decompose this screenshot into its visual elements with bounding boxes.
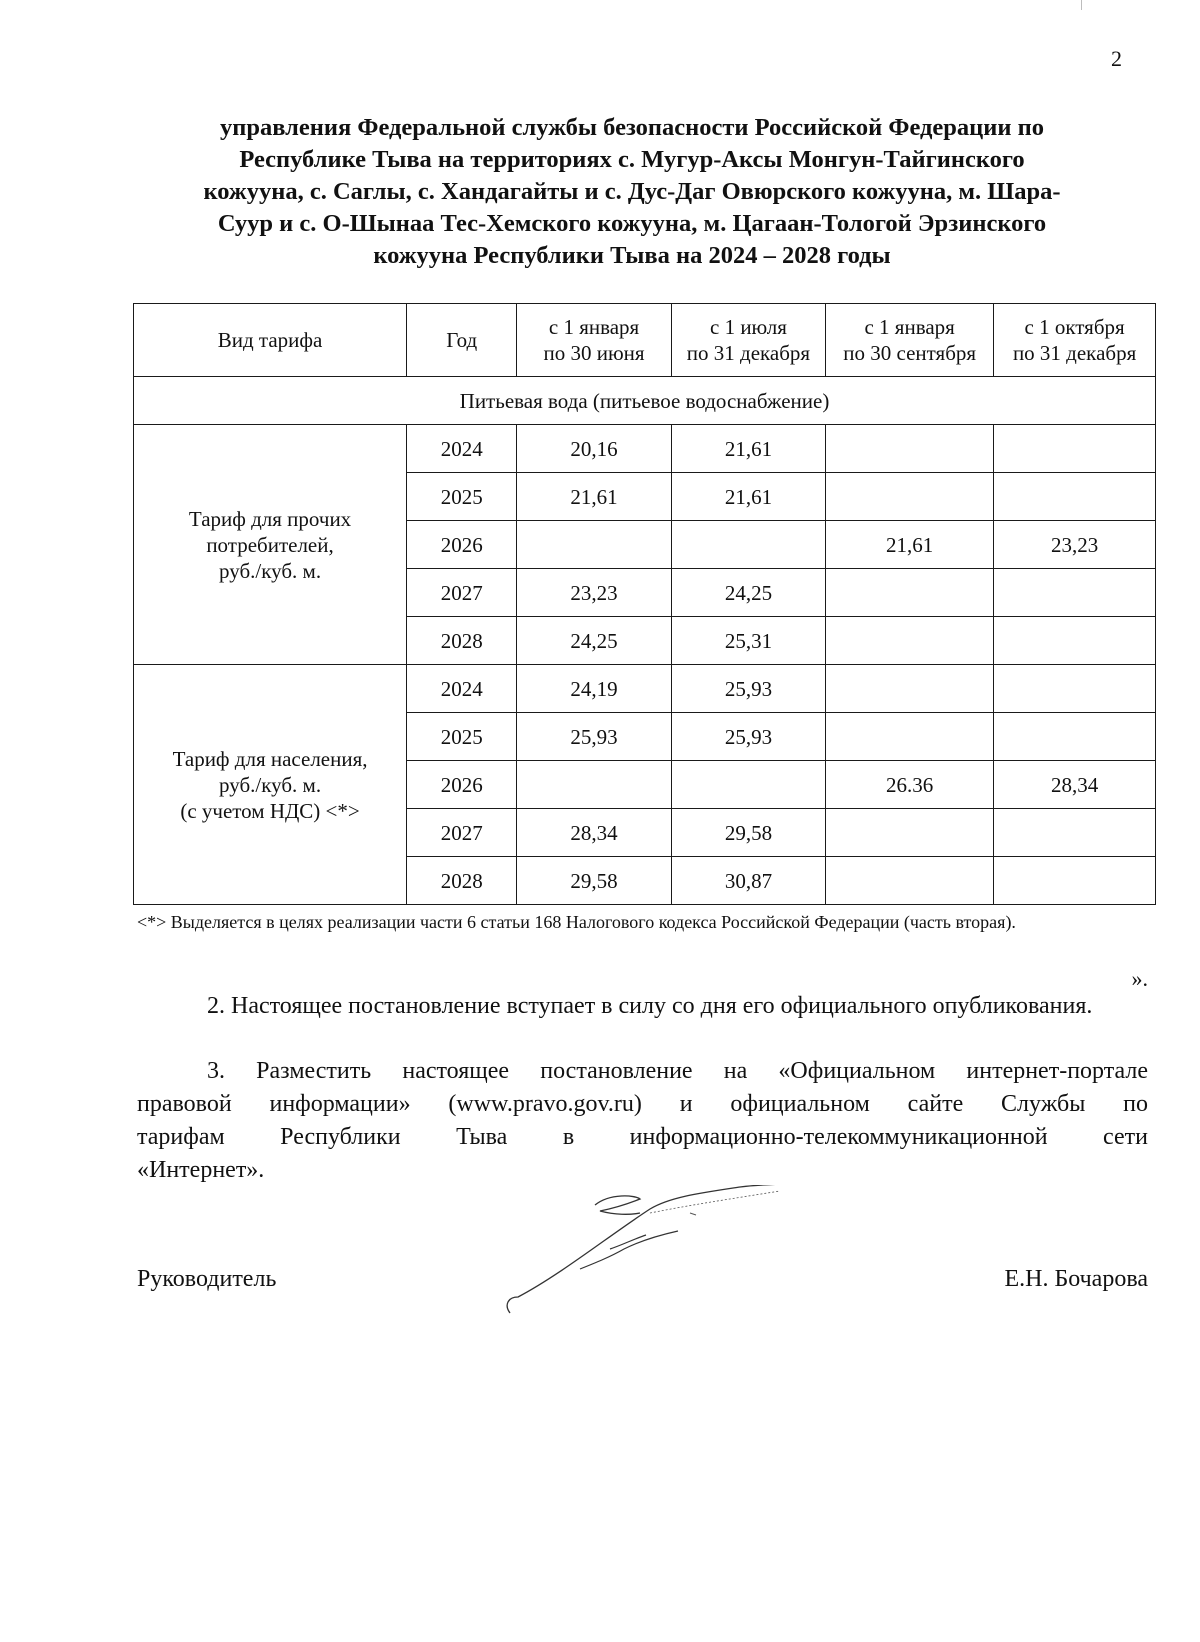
table-footnote: <*> Выделяется в целях реализации части 6 статьи 168 Налогового кодекса Российской Федерации (часть вторая). xyxy=(137,912,1016,932)
header-line: с 1 января xyxy=(548,315,640,339)
cell-year: 2026 xyxy=(407,521,517,569)
group-label-line: руб./куб. м. xyxy=(219,558,322,583)
section-row xyxy=(134,377,1156,425)
page-number: 2 xyxy=(1111,46,1122,71)
document-title xyxy=(132,112,1132,272)
cell-period-1: 24,25 xyxy=(517,617,671,665)
tariff-table xyxy=(133,303,1156,905)
cell-period-4 xyxy=(994,425,1156,473)
tariff-group-label xyxy=(134,425,407,665)
cell-period-2: 30,87 xyxy=(671,857,825,905)
paragraph-3-line: «Интернет». xyxy=(137,1157,265,1183)
header-period-4 xyxy=(994,304,1156,377)
cell-period-4 xyxy=(994,473,1156,521)
table-row xyxy=(134,665,1156,713)
header-line: с 1 июля xyxy=(710,315,787,339)
cell-period-4 xyxy=(994,713,1156,761)
section-title: Питьевая вода (питьевое водоснабжение) xyxy=(134,377,1156,425)
cell-year: 2028 xyxy=(407,857,517,905)
cell-period-3 xyxy=(826,665,994,713)
cell-year: 2025 xyxy=(407,713,517,761)
header-line: по 31 декабря xyxy=(1012,341,1137,365)
cell-year: 2027 xyxy=(407,809,517,857)
closing-quote: ». xyxy=(1131,966,1148,991)
cell-period-2: 25,31 xyxy=(671,617,825,665)
header-period-1 xyxy=(517,304,671,377)
cell-period-2: 25,93 xyxy=(671,665,825,713)
cell-period-4 xyxy=(994,665,1156,713)
paragraph-2: 2. Настоящее постановление вступает в силу со дня его официального опубликования. xyxy=(207,993,1093,1019)
title-line: Республике Тыва на территориях с. Мугур-Аксы Монгун-Тайгинского xyxy=(239,146,1025,173)
cell-period-3 xyxy=(826,857,994,905)
group-label-line: потребителей, xyxy=(206,532,334,557)
cell-period-3 xyxy=(826,713,994,761)
title-line: управления Федеральной службы безопасности Российской Федерации по xyxy=(220,114,1044,141)
title-line: кожууна Республики Тыва на 2024 – 2028 годы xyxy=(373,242,891,269)
cell-period-2 xyxy=(671,521,825,569)
header-line: по 30 сентября xyxy=(843,341,977,365)
cell-year: 2024 xyxy=(407,425,517,473)
header-period-3 xyxy=(826,304,994,377)
signature-stroke xyxy=(650,1191,780,1213)
cell-period-3: 26.36 xyxy=(826,761,994,809)
group-label-line: (с учетом НДС) <*> xyxy=(180,798,360,823)
cell-period-3 xyxy=(826,617,994,665)
cell-period-1: 25,93 xyxy=(517,713,671,761)
cell-period-1: 23,23 xyxy=(517,569,671,617)
title-line: Суур и с. О-Шынаа Тес-Хемского кожууна, м. Цагаан-Тологой Эрзинского xyxy=(217,210,1047,237)
cell-period-1: 28,34 xyxy=(517,809,671,857)
cell-period-3 xyxy=(826,569,994,617)
tariff-group-label xyxy=(134,665,407,905)
group-label-line: руб./куб. м. xyxy=(219,772,322,797)
header-year: Год xyxy=(407,304,517,377)
cell-period-1: 21,61 xyxy=(517,473,671,521)
cell-period-4 xyxy=(994,617,1156,665)
signatory-role: Руководитель xyxy=(137,1266,277,1292)
signatory-name: Е.Н. Бочарова xyxy=(1004,1266,1148,1292)
cell-period-3: 21,61 xyxy=(826,521,994,569)
table-header-row xyxy=(134,304,1156,377)
cell-period-1 xyxy=(517,521,671,569)
group-label-line: Тариф для прочих xyxy=(188,506,352,531)
cell-period-1: 24,19 xyxy=(517,665,671,713)
cell-period-3 xyxy=(826,425,994,473)
header-line: по 31 декабря xyxy=(686,341,811,365)
header-tariff-type: Вид тарифа xyxy=(134,304,407,377)
handwritten-signature xyxy=(500,1185,830,1325)
cell-period-2: 25,93 xyxy=(671,713,825,761)
cell-period-2: 29,58 xyxy=(671,809,825,857)
cell-period-4 xyxy=(994,857,1156,905)
cell-period-2: 21,61 xyxy=(671,425,825,473)
cell-period-2: 21,61 xyxy=(671,473,825,521)
paragraph-3-line: правовой информации» (www.pravo.gov.ru) и официальном сайте Службы по xyxy=(137,1091,1148,1117)
header-period-2 xyxy=(671,304,825,377)
title-line: кожууна, с. Саглы, с. Хандагайты и с. Дус-Даг Овюрского кожууна, м. Шара- xyxy=(203,178,1061,205)
cell-period-4 xyxy=(994,809,1156,857)
cell-year: 2026 xyxy=(407,761,517,809)
cell-period-1: 20,16 xyxy=(517,425,671,473)
signature-stroke xyxy=(595,1196,640,1214)
signature-stroke xyxy=(580,1231,678,1269)
cell-period-4 xyxy=(994,569,1156,617)
cell-period-2 xyxy=(671,761,825,809)
header-line: с 1 октября xyxy=(1024,315,1125,339)
cell-year: 2027 xyxy=(407,569,517,617)
scan-edge-mark xyxy=(1081,0,1082,10)
cell-period-3 xyxy=(826,473,994,521)
paragraph-3-line: 3. Разместить настоящее постановление на «Официальном интернет-портале xyxy=(207,1058,1148,1084)
table-row xyxy=(134,425,1156,473)
header-line: с 1 января xyxy=(864,315,955,339)
paragraph-3 xyxy=(137,1055,1148,1187)
cell-year: 2025 xyxy=(407,473,517,521)
cell-period-4: 23,23 xyxy=(994,521,1156,569)
paragraph-3-line: тарифам Республики Тыва в информационно-телекоммуникационной сети xyxy=(137,1124,1148,1150)
signature-stroke xyxy=(690,1213,696,1215)
cell-period-1: 29,58 xyxy=(517,857,671,905)
cell-period-1 xyxy=(517,761,671,809)
cell-year: 2028 xyxy=(407,617,517,665)
signature-stroke xyxy=(507,1185,825,1313)
cell-period-3 xyxy=(826,809,994,857)
cell-period-2: 24,25 xyxy=(671,569,825,617)
group-label-line: Тариф для населения, xyxy=(172,746,368,771)
cell-year: 2024 xyxy=(407,665,517,713)
cell-period-4: 28,34 xyxy=(994,761,1156,809)
header-line: по 30 июня xyxy=(543,341,645,365)
